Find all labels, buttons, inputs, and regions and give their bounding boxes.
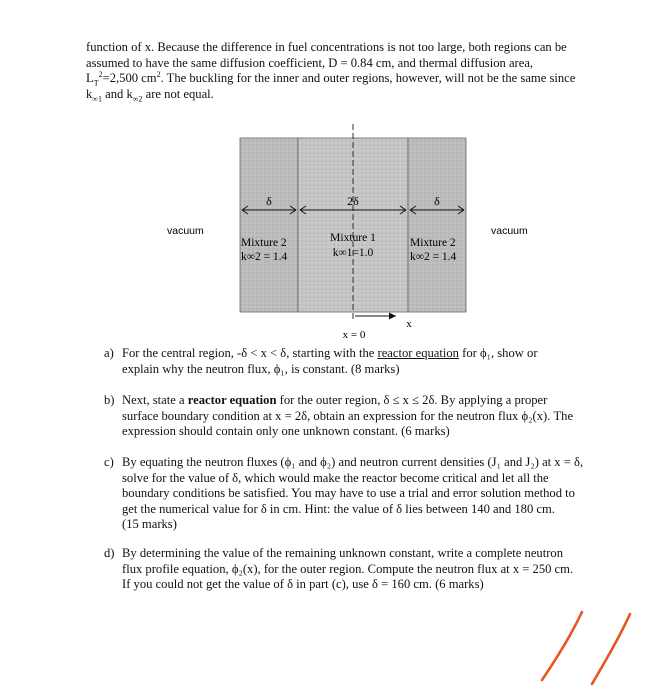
question-b-line-1-end: for the outer region, δ ≤ x ≤ 2δ. By applying a proper [276, 393, 548, 407]
page [4, 0, 668, 700]
question-b-line-1-start: Next, state a [122, 393, 188, 407]
k-symbol-1: k [86, 86, 93, 101]
lt-subscript: T [93, 78, 99, 88]
question-b [104, 393, 604, 440]
center-region-k: k∞1=1.0 [332, 247, 374, 259]
question-c-line-1: By equating the neutron fluxes (ϕ₁ and ϕ₂) and neutron current densities (J₁ and J₂) at x = δ, [122, 455, 584, 469]
intro-line-2-text: assumed to have the same diffusion coefficient, D = 0.84 cm, and thermal diffusion area, [86, 55, 534, 70]
right-delta-label: δ [434, 194, 440, 208]
question-d-line-1: By determining the value of the remaining unknown constant, write a complete neutron [122, 546, 564, 560]
question-d-text [122, 546, 604, 593]
pen-stroke-1 [542, 612, 582, 680]
intro-line-4 [86, 87, 602, 103]
question-b-text [122, 393, 604, 440]
center-two-delta-label: 2δ [347, 194, 359, 208]
reactor-equation-bold: reactor equation [187, 393, 277, 407]
question-a-text [122, 346, 604, 377]
x-axis-arrowhead [389, 313, 396, 320]
question-c-line-3: boundary conditions be satisfied. You may have to use a trial and error solution method to [122, 486, 575, 500]
reactor-equation-underlined: reactor equation [377, 346, 459, 360]
intro-paragraph [86, 40, 602, 102]
question-b-label: b) [104, 393, 115, 407]
question-a-line-2: explain why the neutron flux, ϕ₁, is constant. (8 marks) [122, 361, 400, 376]
right-region-k: k∞2 = 1.4 [410, 251, 457, 263]
lt-superscript: 2 [98, 69, 103, 79]
question-d [104, 546, 604, 593]
intro-line-1 [86, 40, 602, 56]
center-mixture-1-region [298, 138, 408, 312]
question-c-line-2: solve for the value of δ, which would make the reactor become critical and let all the [122, 470, 549, 485]
question-b-line-2: surface boundary condition at x = 2δ, obtain an expression for the neutron flux ϕ₂(x). The [122, 408, 574, 423]
left-region-k: k∞2 = 1.4 [241, 251, 288, 263]
origin-label: x = 0 [342, 329, 366, 341]
question-c-label: c) [104, 455, 114, 469]
question-d-label: d) [104, 546, 115, 560]
left-region-name: Mixture 2 [241, 237, 287, 249]
question-a-line-1-end: for ϕ₁, show or [458, 346, 538, 360]
intro-line-2 [86, 56, 602, 72]
lt-symbol: L [86, 71, 94, 85]
k-subscript-2: ∞2 [132, 94, 143, 104]
question-d-line-2: flux profile equation, ϕ₂(x), for the outer region. Compute the neutron flux at x = 250 cm. [122, 561, 574, 576]
question-c-line-5: (15 marks) [122, 517, 177, 531]
question-a-line-1-start: For the central region, -δ < x < δ, starting with the [122, 346, 378, 360]
intro-line-3-text: . The buckling for the inner and outer regions, however, will not be the same since [160, 71, 576, 85]
k-subscript-1: ∞1 [92, 94, 102, 104]
question-a-label: a) [104, 346, 114, 360]
area-unit-exponent: 2 [156, 69, 161, 79]
question-b-line-3: expression should contain only one unknown constant. (6 marks) [122, 424, 450, 438]
right-vacuum-label: vacuum [491, 225, 528, 237]
question-d-line-3: If you could not get the value of δ in part (c), use δ = 160 cm. (6 marks) [122, 577, 484, 591]
question-c-text [122, 455, 604, 533]
left-delta-label: δ [266, 194, 272, 208]
pen-mark-strokes [532, 598, 642, 688]
right-mixture-2-region [408, 138, 466, 312]
left-vacuum-label: vacuum [167, 225, 204, 237]
x-axis-label: x [406, 318, 412, 330]
pen-stroke-2 [592, 614, 630, 684]
intro-line-1-text: function of x. Because the difference in fuel concentrations is not too large, both regions can be [86, 40, 567, 54]
question-c-line-4: get the numerical value for δ in cm. Hint: the value of δ lies between 140 and 180 cm. [122, 501, 555, 516]
question-c [104, 455, 604, 533]
intro-line-3 [86, 71, 602, 87]
center-region-name: Mixture 1 [330, 232, 376, 244]
area-value: =2,500 cm [102, 71, 157, 85]
right-region-name: Mixture 2 [410, 237, 456, 249]
question-a [104, 346, 604, 377]
intro-line-4-text: are not equal. [142, 86, 214, 101]
left-mixture-2-region [240, 138, 298, 312]
k-symbol-2: and k [102, 86, 133, 101]
